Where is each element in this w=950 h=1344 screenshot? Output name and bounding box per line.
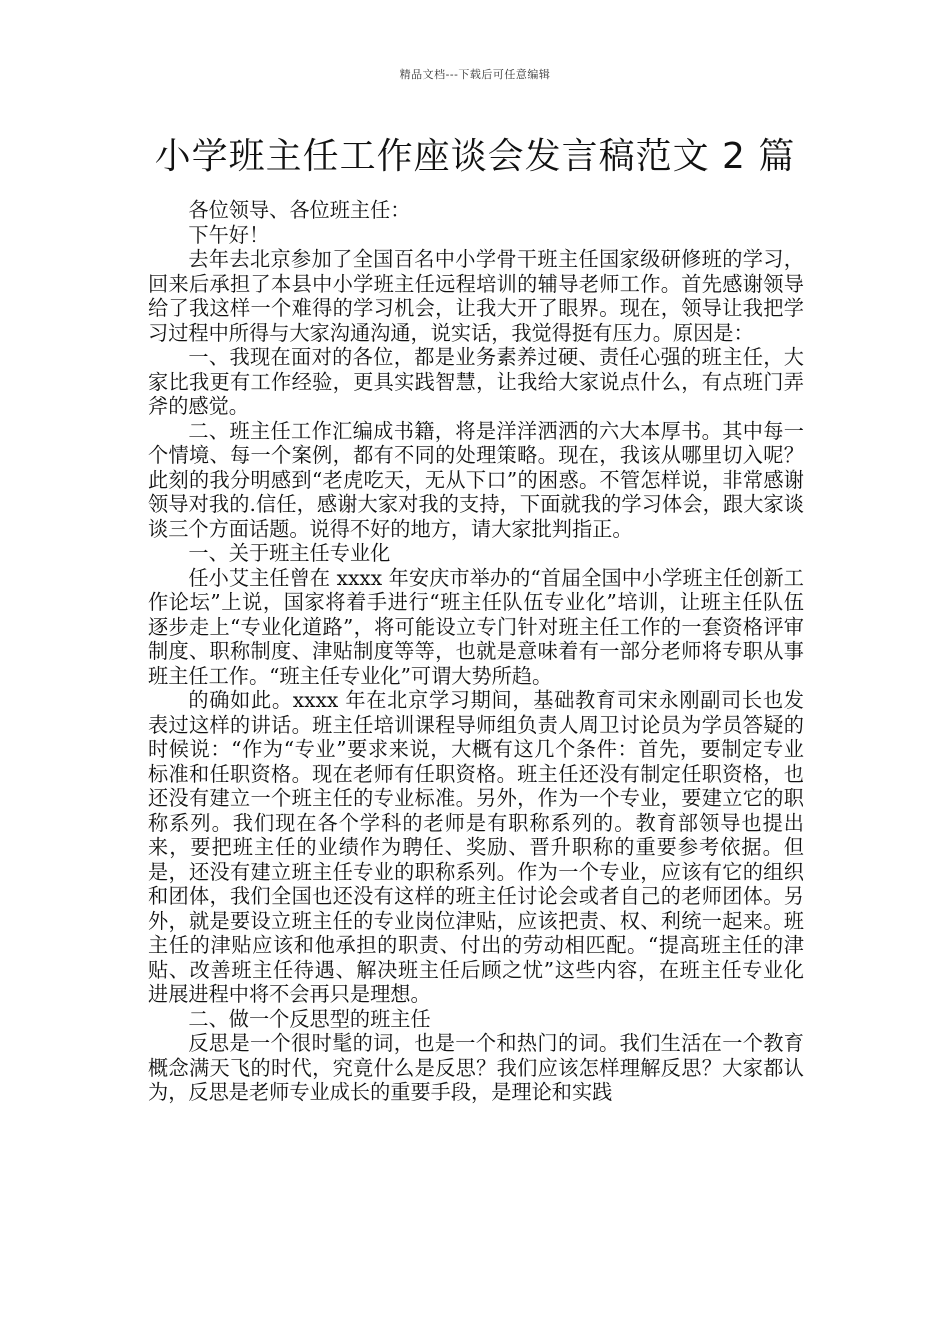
paragraph-greeting: 各位领导、各位班主任： xyxy=(188,198,411,222)
section-heading-1: 一、关于班主任专业化 xyxy=(188,541,391,565)
paragraph-reason-1: 一、我现在面对的各位，都是业务素养过硬、责任心强的班主任，大家比我更有工作经验，更具实践智慧，让我给大家说点什么，有点班门弄斧的感觉。 xyxy=(148,345,804,418)
header-note: 精品文档---下载后可任意编辑 xyxy=(399,68,551,81)
document-body xyxy=(148,198,804,1105)
section-heading-2: 二、做一个反思型的班主任 xyxy=(188,1006,431,1031)
paragraph-salutation: 下午好！ xyxy=(188,222,270,247)
paragraph-section-1b: 的确如此。xxxx 年在北京学习期间，基础教育司宋永刚副司长也发表过这样的讲话。班主任培训课程导师组负责人周卫讨论员为学员答疑的时候说：“作为“专业”要求来说，大概有这几个条件：首先，要制定专业标准和任职资格。现在老师有任职资格。班主任还没有制定任职资格，也还没有建立一个班主任的专业标准。另外，作为一个专业，要建立它的职称系列。我们现在各个学科的老师是有职称系列的。教育部领导也提出来，要把班主任的业绩作为聘任、奖励、晋升职称的重要参考依据。但是，还没有建立班主任专业的职称系列。作为一个专业，应该有它的组织和团体，我们全国也还没有这样的班主任讨论会或者自己的老师团体。另外，就是要设立班主任的专业岗位津贴，应该把责、权、利统一起来。班主任的津贴应该和他承担的职责、付出的劳动相匹配。“提高班主任的津贴、改善班主任待遇、解决班主任后顾之忧”这些内容，在班主任专业化进展进程中将不会再只是理想。 xyxy=(148,688,804,1006)
paragraph-intro: 去年去北京参加了全国百名中小学骨干班主任国家级研修班的学习，回来后承担了本县中小学班主任远程培训的辅导老师工作。首先感谢领导给了我这样一个难得的学习机会，让我大开了眼界。现在，领导让我把学习过程中所得与大家沟通沟通，说实话，我觉得挺有压力。原因是： xyxy=(148,247,804,345)
paragraph-section-2a: 反思是一个很时髦的词，也是一个和热门的词。我们生活在一个教育概念满天飞的时代，究竟什么是反思？我们应该怎样理解反思？大家都认为，反思是老师专业成长的重要手段，是理论和实践 xyxy=(148,1031,804,1104)
paragraph-section-1a: 任小艾主任曾在 xxxx 年安庆市举办的“首届全国中小学班主任创新工作论坛”上说，国家将着手进行“班主任队伍专业化”培训，让班主任队伍逐步走上“专业化道路”，将可能设立专门针对班主任工作的一套资格评审制度、职称制度、津贴制度等等，也就是意味着有一部分老师将专职从事班主任工作。“班主任专业化”可谓大势所趋。 xyxy=(148,565,804,688)
paragraph-reason-2: 二、班主任工作汇编成书籍，将是洋洋洒洒的六大本厚书。其中每一个情境、每一个案例，都有不同的处理策略。现在，我该从哪里切入呢？此刻的我分明感到“老虎吃天，无从下口”的困惑。不管怎样说，非常感谢领导对我的.信任，感谢大家对我的支持，下面就我的学习体会，跟大家谈谈三个方面话题。说得不好的地方，请大家批判指正。 xyxy=(148,418,804,541)
page-title: 小学班主任工作座谈会发言稿范文 2 篇 xyxy=(154,136,796,177)
